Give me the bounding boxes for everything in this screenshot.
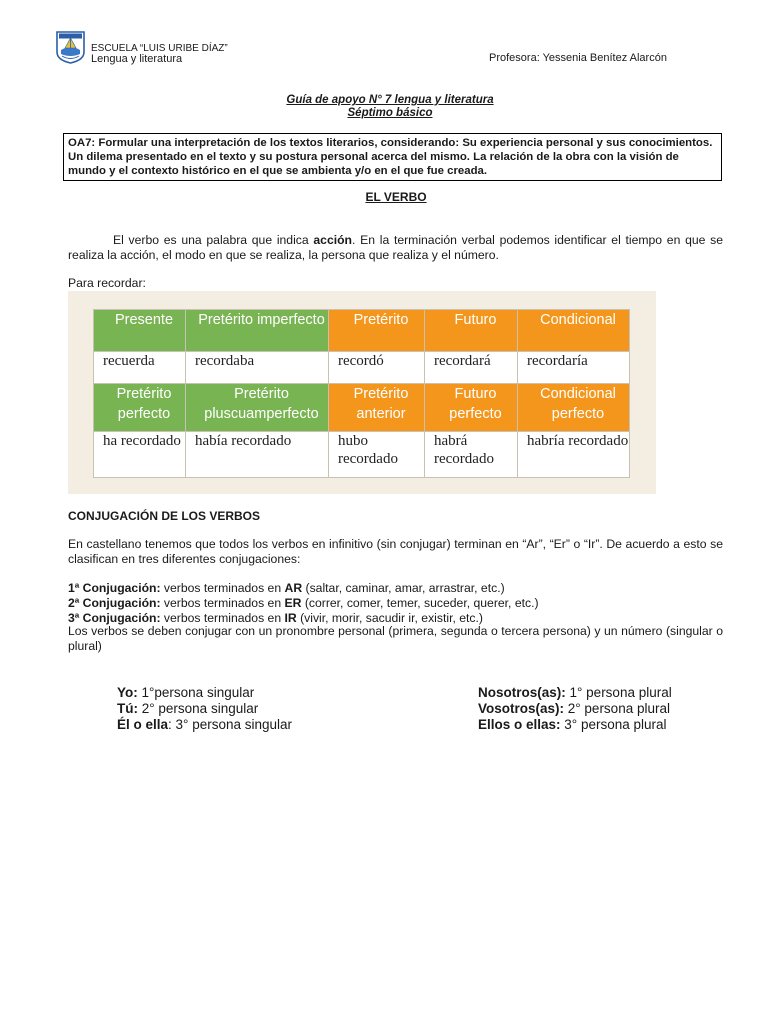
list-item: [117, 701, 292, 717]
remember-label: Para recordar:: [68, 276, 146, 290]
list-item: [478, 685, 672, 701]
conjugation-ending: ER: [284, 596, 302, 610]
table-cell: recordará: [425, 352, 518, 384]
conjugation-list: [68, 581, 723, 626]
conjugation-examples: (correr, comer, temer, suceder, querer, etc.): [301, 596, 539, 610]
table-cell: recordaba: [186, 352, 329, 384]
conjugation-text: verbos terminados en: [160, 581, 285, 595]
pronoun-name: Nosotros(as):: [478, 685, 566, 700]
table-header-cell: Pretérito imperfecto: [186, 310, 329, 352]
pronoun-name: Yo:: [117, 685, 138, 700]
table-cell: había recordado: [186, 432, 329, 478]
list-item: [68, 596, 723, 611]
pronoun-desc: 2° persona singular: [138, 701, 259, 716]
school-logo: [55, 30, 86, 64]
table-header-row: [94, 310, 630, 352]
conjugation-text: verbos terminados en: [160, 611, 285, 625]
conjugation-title: CONJUGACIÓN DE LOS VERBOS: [68, 509, 261, 523]
conjugation-ending: AR: [284, 581, 303, 595]
table-header-cell: Futuro perfecto: [425, 384, 518, 432]
subject-name: Lengua y literatura: [91, 53, 183, 65]
pronoun-note: Los verbos se deben conjugar con un pronombre personal (primera, segunda o tercera persona) y un número (singular o plural): [68, 624, 723, 653]
intro-text-before: El verbo es una palabra que indica: [113, 233, 314, 247]
table-header-row: [94, 384, 630, 432]
table-header-cell: Condicional: [518, 310, 630, 352]
table-header-cell: Condicional perfecto: [518, 384, 630, 432]
table-header-cell: Pretérito perfecto: [94, 384, 186, 432]
table-cell: habrá recordado: [425, 432, 518, 478]
conjugation-label: 2ª Conjugación:: [68, 596, 161, 610]
list-item: [117, 685, 292, 701]
guide-title: Guía de apoyo N° 7 lengua y literatura: [286, 94, 494, 106]
conjugation-label: 3ª Conjugación:: [68, 611, 161, 625]
table-header-cell: Pretérito: [329, 310, 425, 352]
section-title: EL VERBO: [365, 190, 427, 204]
pronoun-desc: 1°persona singular: [137, 685, 255, 700]
list-item: [117, 717, 292, 733]
list-item: [68, 581, 723, 596]
singular-pronouns: [117, 685, 292, 733]
table-row: [94, 432, 630, 478]
table-cell: habría recordado: [518, 432, 630, 478]
pronoun-name: Vosotros(as):: [478, 701, 565, 716]
conjugation-label: 1ª Conjugación:: [68, 581, 161, 595]
intro-text-after: . En la terminación verbal podemos identificar el tiempo en que se realiza la acción, el modo en que se realiza, la persona que realiza y el número.: [68, 233, 723, 262]
table-cell: recordaría: [518, 352, 630, 384]
table-header-cell: Futuro: [425, 310, 518, 352]
learning-objective-box: OA7: Formular una interpretación de los textos literarios, considerando: Su experiencia personal y sus conocimientos. Un dilema presentado en el texto y su postura personal acerca del mismo. La relación de la obra con la visión de mundo y el contexto histórico en el que se ambienta y/o en el que fue creada.: [63, 133, 722, 181]
pronoun-desc: 1° persona plural: [565, 685, 672, 700]
school-name: ESCUELA “LUIS URIBE DÍAZ”: [91, 43, 228, 54]
table-cell: ha recordado: [94, 432, 186, 478]
verb-tense-table: [93, 309, 630, 478]
table-header-cell: Pretérito anterior: [329, 384, 425, 432]
list-item: [478, 717, 672, 733]
plural-pronouns: [478, 685, 672, 733]
table-cell: recuerda: [94, 352, 186, 384]
table-cell: recordó: [329, 352, 425, 384]
pronoun-name: Ellos o ellas:: [478, 717, 561, 732]
conjugation-text: verbos terminados en: [160, 596, 285, 610]
table-header-cell: Pretérito pluscuamperfecto: [186, 384, 329, 432]
conjugation-examples: (saltar, caminar, amar, arrastrar, etc.): [302, 581, 505, 595]
conjugation-intro: En castellano tenemos que todos los verbos en infinitivo (sin conjugar) terminan en “Ar”, “Er” o “Ir”. De acuerdo a esto se clasifican en tres diferentes conjugaciones:: [68, 537, 723, 566]
table-row: [94, 352, 630, 384]
pronoun-desc: 2° persona plural: [564, 701, 670, 716]
conjugation-ending: IR: [284, 611, 297, 625]
intro-keyword: acción: [313, 233, 353, 247]
pronoun-name: Tú:: [117, 701, 138, 716]
conjugation-examples: (vivir, morir, sacudir ir, existir, etc.): [296, 611, 483, 625]
pronoun-desc: 3° persona plural: [560, 717, 667, 732]
pronoun-name: Él o ella: [117, 717, 169, 732]
table-cell: hubo recordado: [329, 432, 425, 478]
list-item: [478, 701, 672, 717]
verb-definition-paragraph: [68, 233, 723, 263]
guide-level: Séptimo básico: [347, 107, 433, 119]
pronoun-desc: : 3° persona singular: [168, 717, 293, 732]
table-header-cell: Presente: [94, 310, 186, 352]
teacher-name: Profesora: Yessenia Benítez Alarcón: [489, 52, 667, 64]
